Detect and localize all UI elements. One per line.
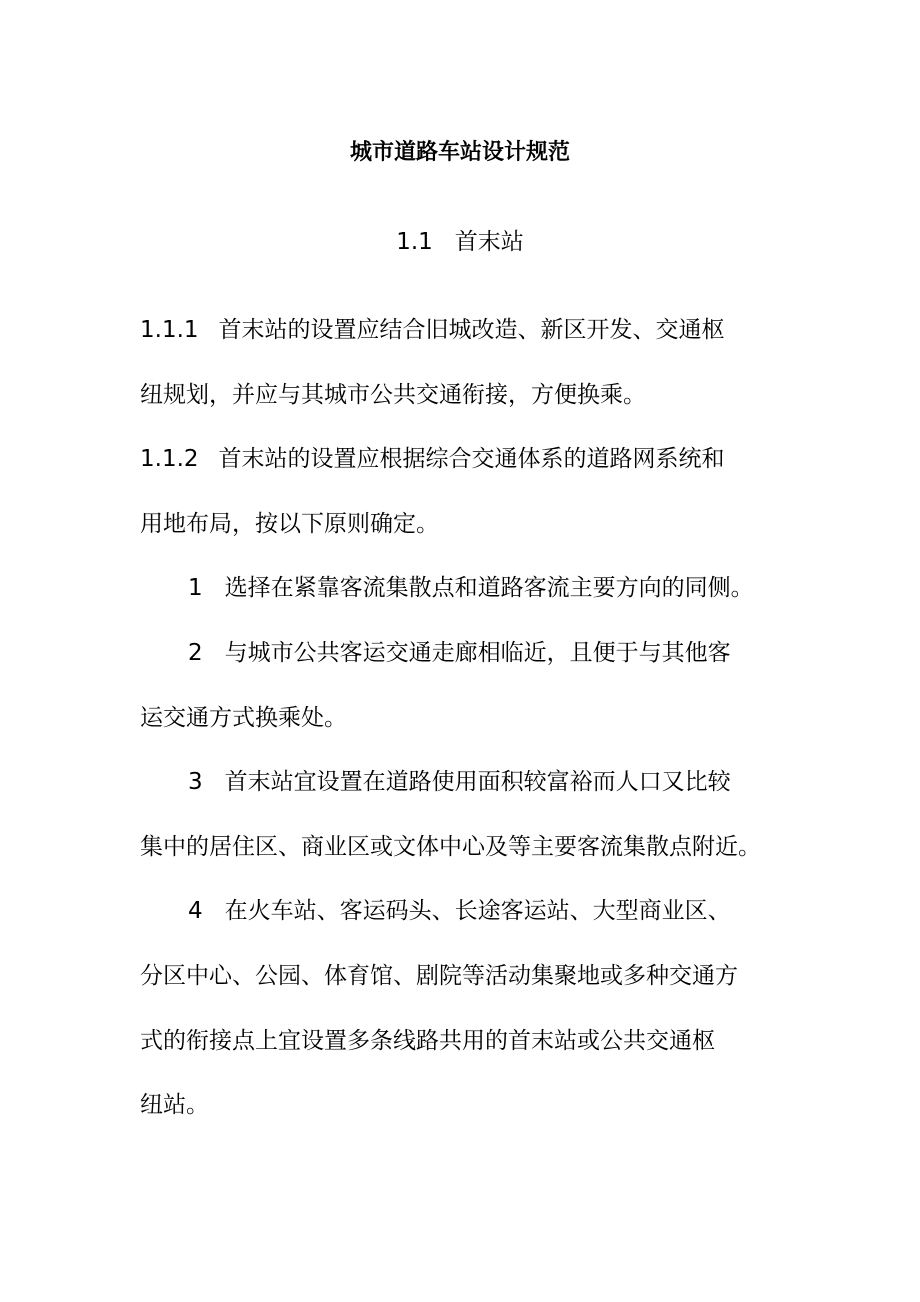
list-item-text: 与城市公共客运交通走廊相临近，且便于与其他客 [224,639,731,666]
document-title: 城市道路车站设计规范 [349,140,570,165]
clause-text: 首末站的设置应结合旧城改造、新区开发、交通枢 [218,317,725,343]
section-title: 首末站 [454,229,524,255]
body-text [140,306,790,1146]
clause-line [140,306,790,371]
clause-line [140,371,790,436]
clause-text: 用地布局，按以下原则确定。 [140,510,439,537]
list-item-line [140,887,790,952]
list-item-line [140,694,790,759]
list-item-number: 3 [188,769,203,796]
list-item-line [140,1081,790,1146]
list-item-line [140,823,790,888]
list-item-line [140,629,790,694]
list-item-text: 运交通方式换乘处。 [140,704,347,731]
list-item-text: 集中的居住区、商业区或文体中心及等主要客流集散点附近。 [140,833,761,860]
section-heading [0,226,920,258]
clause-line [140,500,790,565]
list-item-text: 分区中心、公园、体育馆、剧院等活动集聚地或多种交通方 [140,962,738,989]
list-item-number: 4 [188,898,203,925]
list-item-text: 式的衔接点上宜设置多条线路共用的首末站或公共交通枢 [140,1027,715,1054]
list-item-line [140,952,790,1017]
list-item-text: 首末站宜设置在道路使用面积较富裕而人口又比较 [224,769,731,796]
clause-number: 1.1.1 [140,317,199,343]
list-item-text: 在火车站、客运码头、长途客运站、大型商业区、 [224,898,731,925]
clause-text: 首末站的设置应根据综合交通体系的道路网系统和 [218,446,725,473]
list-item-line [140,1017,790,1082]
list-item-number: 2 [188,639,203,666]
clause-text: 纽规划，并应与其城市公共交通衔接，方便换乘。 [140,381,646,408]
list-item-line [140,758,790,823]
clause-number: 1.1.2 [140,446,199,473]
list-item-line [140,564,790,629]
list-item-number: 1 [188,575,203,602]
clause-line [140,435,790,500]
section-number: 1.1 [396,229,433,255]
list-item-text: 纽站。 [140,1092,209,1119]
list-item-text: 选择在紧靠客流集散点和道路客流主要方向的同侧。 [224,575,754,602]
